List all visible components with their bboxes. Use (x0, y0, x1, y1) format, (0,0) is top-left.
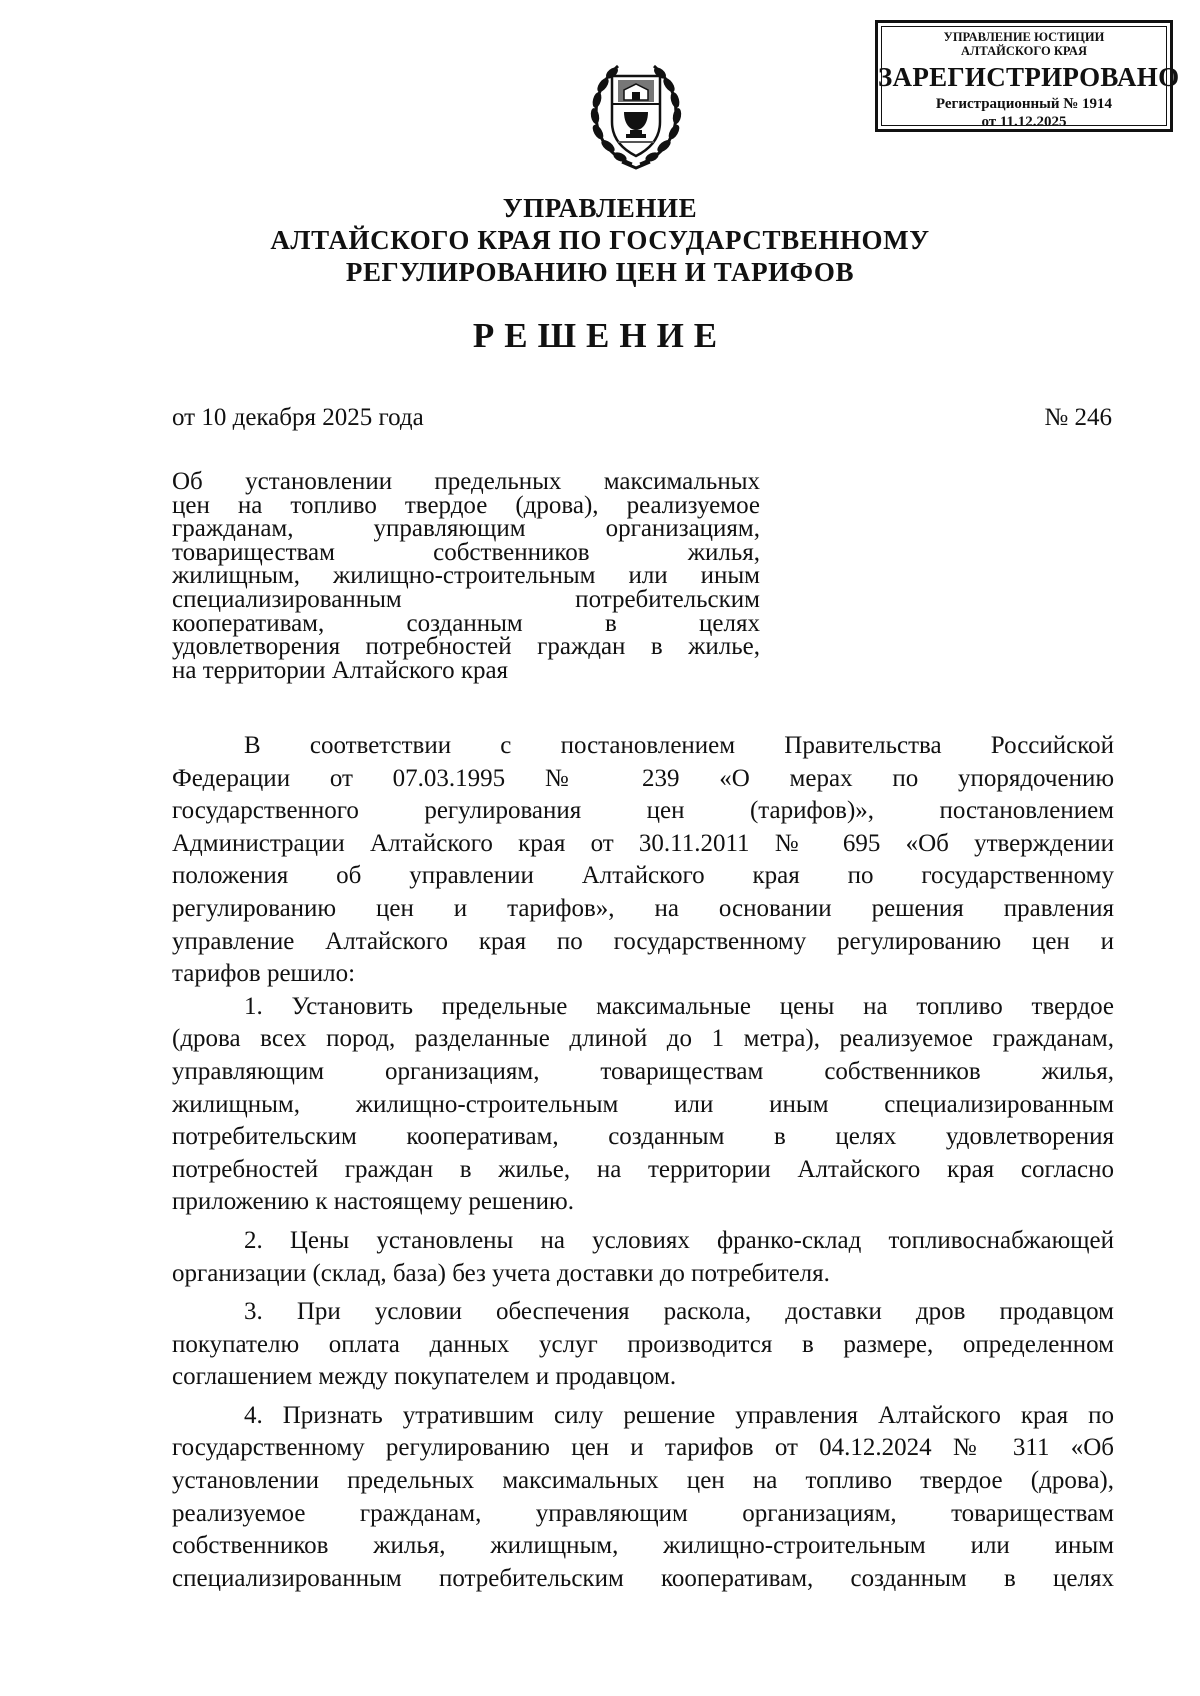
subject-line: специализированным потребительским (172, 585, 760, 613)
paragraph-preamble (172, 730, 1114, 991)
subject-line: удовлетворения потребностей граждан в жилье, (172, 633, 760, 661)
header-line-1: УПРАВЛЕНИЕ (502, 193, 698, 223)
paragraph-line: собственников жилья, жилищным, жилищно-строительным или иным (172, 1532, 1114, 1560)
header-line-2: АЛТАЙСКОГО КРАЯ ПО ГОСУДАРСТВЕННОМУ (270, 225, 930, 255)
paragraph-line: регулированию цен и тарифов», на основании решения правления (172, 894, 1114, 922)
subject-line: гражданам, управляющим организациям, (172, 515, 760, 543)
paragraph-item-3 (172, 1296, 1114, 1394)
subject-line: жилищным, жилищно-строительным или иным (172, 562, 760, 590)
document-date: от 10 декабря 2025 года (172, 404, 424, 431)
subject-line: цен на топливо твердое (дрова), реализуемое (172, 491, 760, 519)
subject-line: товариществам собственников жилья, (172, 538, 760, 566)
paragraph-item-1 (172, 991, 1114, 1219)
subject-line: кооперативам, созданным в целях (172, 609, 760, 637)
paragraph-line: 1. Установить предельные максимальные цены на топливо твердое (244, 992, 1114, 1020)
paragraph-line: установлении предельных максимальных цен на топливо твердое (дрова), (172, 1467, 1114, 1495)
coat-of-arms-emblem (588, 52, 684, 172)
paragraph-line: потребительским кооперативам, созданным в целях удовлетворения (172, 1123, 1114, 1151)
paragraph-line: специализированным потребительским кооперативам, созданным в целях (172, 1564, 1114, 1592)
stamp-status: ЗАРЕГИСТРИРОВАНО (878, 62, 1180, 92)
subject-line: на территории Алтайского края (172, 656, 509, 684)
paragraph-line: управляющим организациям, товариществам собственников жилья, (172, 1057, 1114, 1085)
paragraph-line: управление Алтайского края по государственному регулированию цен и (172, 927, 1114, 955)
stamp-org-line2: АЛТАЙСКОГО КРАЯ (961, 43, 1087, 58)
paragraph-line: положения об управлении Алтайского края по государственному (172, 862, 1114, 890)
paragraph-line: жилищным, жилищно-строительным или иным специализированным (172, 1090, 1114, 1118)
paragraph-line: 2. Цены установлены на условиях франко-склад топливоснабжающей (244, 1226, 1114, 1254)
paragraph-item-4 (172, 1400, 1114, 1596)
paragraph-line: организации (склад, база) без учета доставки до потребителя. (172, 1259, 830, 1287)
registration-stamp (875, 20, 1180, 132)
document-body (172, 730, 1114, 1595)
paragraph-line: 4. Признать утратившим силу решение управления Алтайского края по (244, 1401, 1114, 1429)
document-title: РЕШЕНИЕ (472, 316, 728, 355)
paragraph-line: Администрации Алтайского края от 30.11.2011 № 695 «Об утверждении (172, 829, 1114, 857)
stamp-organization (878, 31, 1170, 57)
paragraph-line: В соответствии с постановлением Правительства Российской (244, 732, 1114, 759)
paragraph-line: потребностей граждан в жилье, на территории Алтайского края согласно (172, 1155, 1114, 1183)
stamp-org-line1: УПРАВЛЕНИЕ ЮСТИЦИИ (943, 30, 1105, 44)
paragraph-line: (дрова всех пород, разделанные длиной до 1 метра), реализуемое гражданам, (172, 1025, 1114, 1053)
subject-line: Об установлении предельных максимальных (172, 468, 760, 495)
paragraph-item-2 (172, 1225, 1114, 1290)
document-subject (172, 470, 760, 682)
paragraph-line: тарифов решило: (172, 960, 356, 988)
paragraph-line: 3. При условии обеспечения раскола, доставки дров продавцом (244, 1298, 1114, 1326)
header-line-3: РЕГУЛИРОВАНИЮ ЦЕН И ТАРИФОВ (345, 257, 855, 287)
paragraph-line: Федерации от 07.03.1995 № 239 «О мерах по упорядочению (172, 764, 1114, 792)
paragraph-line: покупателю оплата данных услуг производится в размере, определенном (172, 1330, 1114, 1358)
paragraph-line: приложению к настоящему решению. (172, 1188, 574, 1216)
paragraph-line: соглашением между покупателем и продавцом. (172, 1363, 677, 1391)
paragraph-line: реализуемое гражданам, управляющим организациям, товариществам (172, 1499, 1114, 1527)
document-number: № 246 (1044, 404, 1112, 431)
paragraph-line: государственному регулированию цен и тарифов от 04.12.2024 № 311 «Об (172, 1434, 1114, 1462)
stamp-reg-date: от 11.12.2025 (981, 114, 1067, 130)
stamp-reg-number: Регистрационный № 1914 (935, 96, 1113, 112)
paragraph-line: государственного регулирования цен (тарифов)», постановлением (172, 797, 1114, 825)
